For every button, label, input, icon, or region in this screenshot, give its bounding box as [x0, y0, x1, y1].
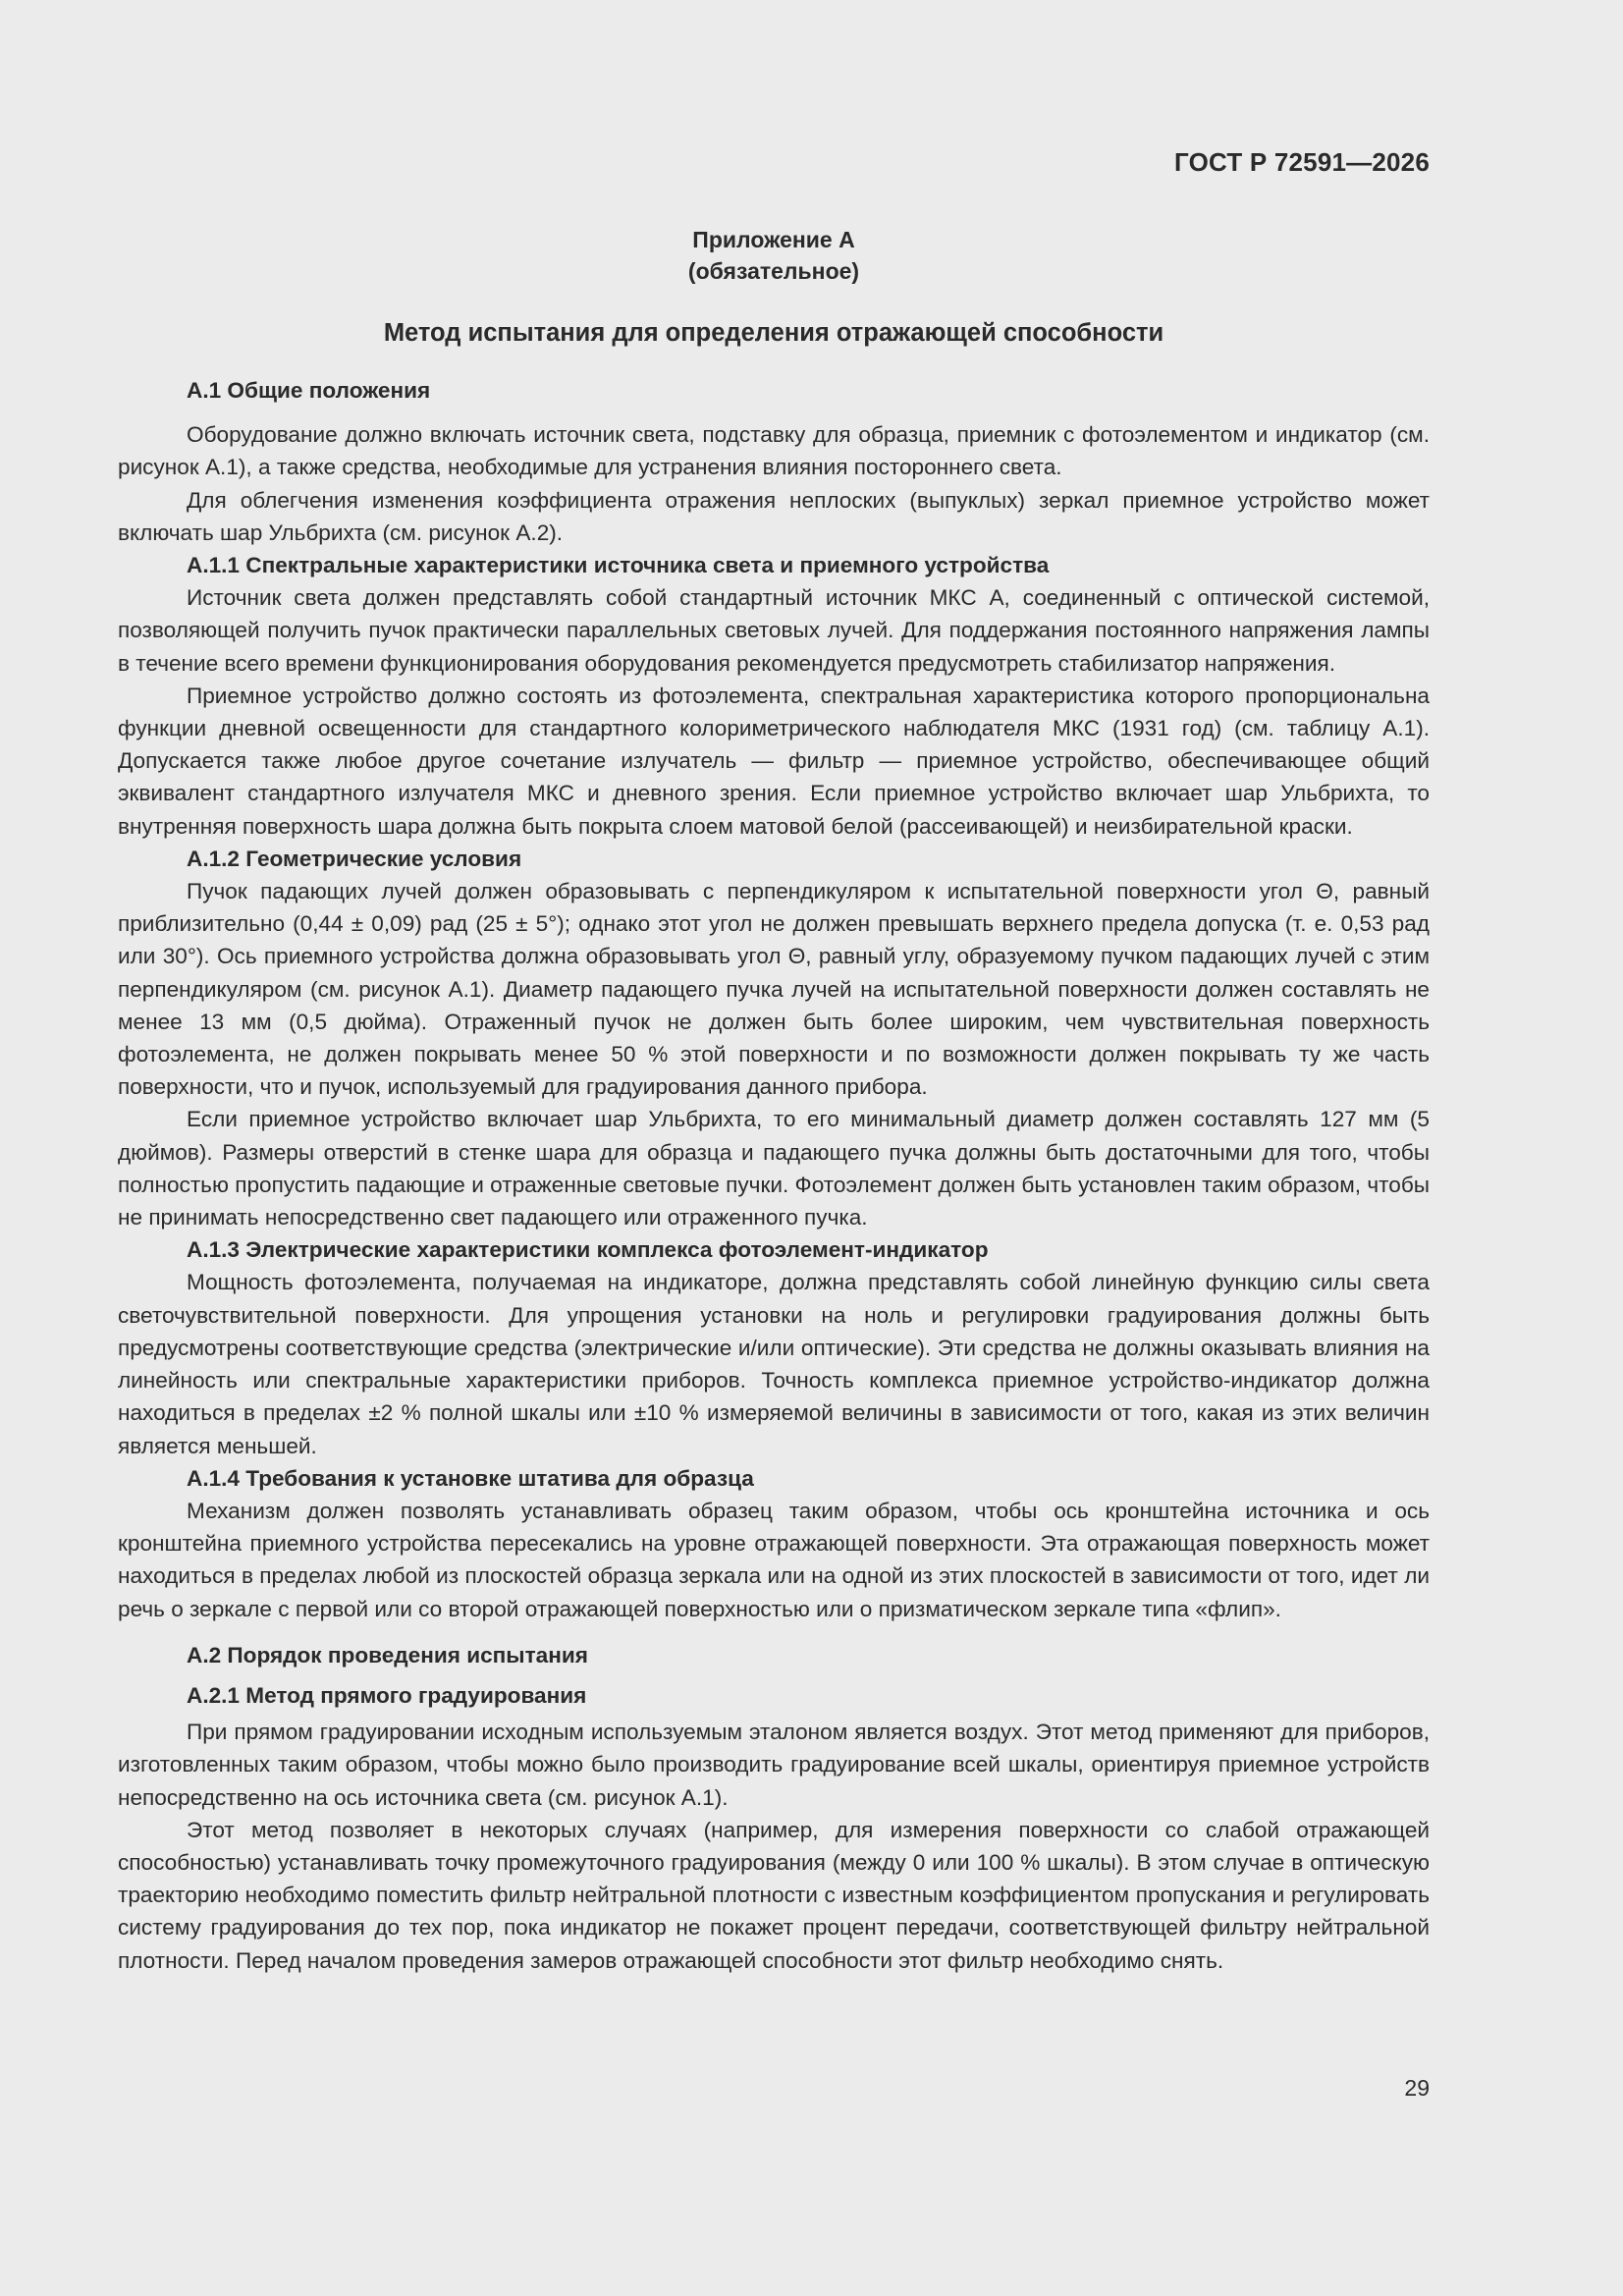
paragraph-a2-1-2: Этот метод позволяет в некоторых случаях (например, для измерения поверхности со слабой отражающей способностью) устанавливать точку промежуточного градуирования (между 0 или 100 % шкалы). В этом случае в оптическую траекторию необходимо поместить фильтр нейтральной плотности с известным коэффициентом пропускания и регулировать систему градуирования до тех пор, пока индикатор не покажет процент передачи, соответствующей фильтру нейтральной плотности. Перед началом проведения замеров отражающей способности этот фильтр необходимо снять.	[118, 1817, 1430, 1973]
section-heading-a1: А.1 Общие положения	[187, 378, 431, 403]
section-heading-a1-2: А.1.2 Геометрические условия	[187, 846, 522, 871]
section-heading-a1-4: А.1.4 Требования к установке штатива для образца	[187, 1465, 754, 1491]
paragraph-a1-2-1: Пучок падающих лучей должен образовывать с перпендикуляром к испытательной поверхности угол Θ, равный приблизительно (0,44 ± 0,09) рад (25 ± 5°); однако этот угол не должен превышать верхнего предела допуска (т. е. 0,53 рад или 30°). Ось приемного устройства должна образовывать угол Θ, равный углу, образуемому пучком падающих лучей с этим перпендикуляром (см. рисунок А.1). Диаметр падающего пучка лучей на испытательной поверхности должен составлять не менее 13 мм (0,5 дюйма). Отраженный пучок не должен быть более широким, чем чувствительная поверхность фотоэлемента, не должен покрывать менее 50 % этой поверхности и по возможности должен покрывать ту же часть поверхности, что и пучок, используемый для градуирования данного прибора.	[118, 879, 1430, 1100]
paragraph-a1-1: Оборудование должно включать источник света, подставку для образца, приемник с фотоэлементом и индикатор (см. рисунок А.1), а также средства, необходимые для устранения влияния постороннего света.	[118, 422, 1430, 480]
document-code: ГОСТ Р 72591—2026	[1174, 147, 1430, 177]
annex-title: Метод испытания для определения отражающей способности	[383, 319, 1164, 347]
paragraph-a1-2-2: Если приемное устройство включает шар Ульбрихта, то его минимальный диаметр должен составлять 127 мм (5 дюймов). Размеры отверстий в стенке шара для образца и падающего пучка должны быть достаточными для того, чтобы полностью пропустить падающие и отраженные световые пучки. Фотоэлемент должен быть установлен таким образом, чтобы не принимать непосредственно свет падающего или отраженного пучка.	[118, 1107, 1430, 1230]
paragraph-a1-1-1: Источник света должен представлять собой стандартный источник МКС А, соединенный с оптической системой, позволяющей получить пучок практически параллельных световых лучей. Для поддержания постоянного напряжения лампы в течение всего времени функционирования оборудования рекомендуется предусмотреть стабилизатор напряжения.	[118, 585, 1430, 676]
annex-status: (обязательное)	[687, 258, 860, 284]
section-heading-a1-1: А.1.1 Спектральные характеристики источника света и приемного устройства	[187, 553, 1050, 578]
paragraph-a1-1-2: Приемное устройство должно состоять из фотоэлемента, спектральная характеристика которого пропорциональна функции дневной освещенности для стандартного колориметрического наблюдателя МКС (1931 год) (см. таблицу А.1). Допускается также любое другое сочетание излучатель — фильтр — приемное устройство, обеспечивающее общий эквивалент стандартного излучателя МКС и дневного зрения. Если приемное устройство включает шар Ульбрихта, то внутренняя поверхность шара должна быть покрыта слоем матовой белой (рассеивающей) и неизбирательной краски.	[118, 683, 1430, 839]
paragraph-a2-1-1: При прямом градуировании исходным используемым эталоном является воздух. Этот метод применяют для приборов, изготовленных таким образом, чтобы можно было производить градуирование всей шкалы, ориентируя приемное устройств непосредственно на ось источника света (см. рисунок А.1).	[118, 1720, 1430, 1810]
section-heading-a2-1: А.2.1 Метод прямого градуирования	[187, 1682, 587, 1708]
section-heading-a1-3: А.1.3 Электрические характеристики комплекса фотоэлемент-индикатор	[187, 1237, 989, 1263]
section-heading-a2: А.2 Порядок проведения испытания	[187, 1642, 588, 1667]
paragraph-a1-3-1: Мощность фотоэлемента, получаемая на индикаторе, должна представлять собой линейную функцию силы света светочувствительной поверхности. Для упрощения установки на ноль и регулировки градуирования должны быть предусмотрены соответствующие средства (электрические и/или оптические). Эти средства не должны оказывать влияния на линейность или спектральные характеристики приборов. Точность комплекса приемное устройство-индикатор должна находиться в пределах ±2 % полной шкалы или ±10 % измеряемой величины в зависимости от того, какая из этих величин является меньшей.	[118, 1270, 1430, 1458]
paragraph-a1-4-1: Механизм должен позволять устанавливать образец таким образом, чтобы ось кронштейна источника и ось кронштейна приемного устройства пересекались на уровне отражающей поверхности. Эта отражающая поверхность может находиться в пределах любой из плоскостей образца зеркала или на одной из этих плоскостей в зависимости от того, идет ли речь о зеркале с первой или со второй отражающей поверхностью или о призматическом зеркале типа «флип».	[118, 1498, 1430, 1621]
paragraph-a1-2: Для облегчения изменения коэффициента отражения неплоских (выпуклых) зеркал приемное устройство может включать шар Ульбрихта (см. рисунок А.2).	[118, 487, 1430, 545]
annex-label: Приложение А	[692, 227, 855, 252]
page-body	[118, 224, 1430, 1977]
page-number: 29	[1404, 2075, 1430, 2101]
